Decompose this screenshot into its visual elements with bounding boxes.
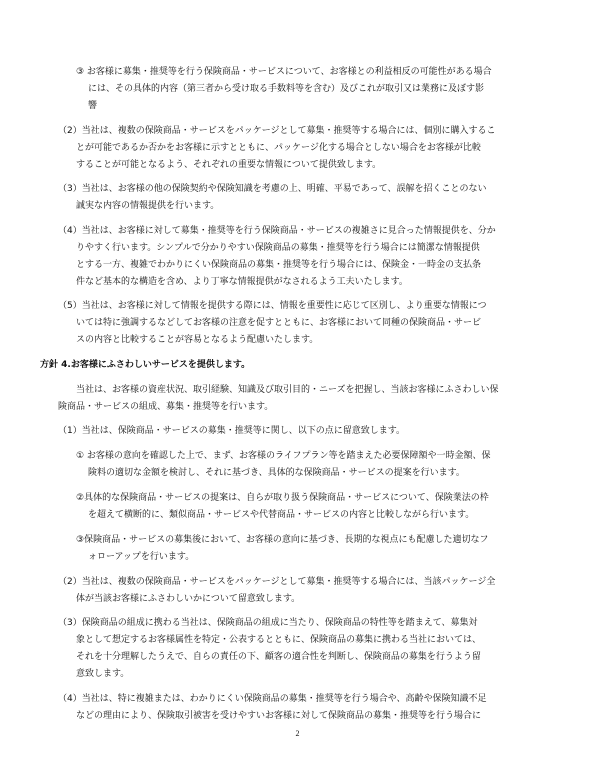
text-line: ③ お客様に募集・推奨等を行う保険商品・サービスについて、お客様との利益相反の可能性がある場合 xyxy=(76,67,492,77)
text-line: 意致します。 xyxy=(76,669,130,679)
page-number: 2 xyxy=(295,729,300,738)
text-line: 当社は、お客様の資産状況、取引経験、知識及び取引目的・ニーズを把握し、当該お客様にふさわしい保 xyxy=(76,385,499,395)
text-line: 象として想定するお客様属性を特定・公表するとともに、保険商品の募集に携わる当社においては、 xyxy=(76,635,482,645)
text-line: することが可能となるよう、それぞれの重要な情報について提供致します。 xyxy=(76,160,382,170)
text-line: 険料の適切な金額を検討し、それに基づき、具体的な保険商品・サービスの提案を行います。 xyxy=(88,468,465,478)
text-line: 険商品・サービスの組成、募集・推奨等を行います。 xyxy=(58,402,274,412)
text-line: （1）当社は、保険商品・サービスの募集・推奨等に関し、以下の点に留意致します。 xyxy=(58,426,406,436)
text-line: 件など基本的な構造を含め、より丁寧な情報提供がなされるよう工夫いたします。 xyxy=(76,277,408,287)
text-line: ②具体的な保険商品・サービスの提案は、自らが取り扱う保険商品・サービスについて、保険業法の枠 xyxy=(76,493,489,503)
text-line: 体が当該お客様にふさわしいかについて留意致します。 xyxy=(76,594,301,604)
text-line: （2）当社は、複数の保険商品・サービスをパッケージとして募集・推奨等する場合には、当該パッケージ全 xyxy=(58,577,496,587)
text-line: 誠実な内容の情報提供を行います。 xyxy=(76,201,220,211)
text-line: ① お客様の意向を確認した上で、まず、お客様のライフプラン等を踏まえた必要保障額や一時金額、保 xyxy=(76,451,491,461)
text-line: とが可能であるか否かをお客様に示すとともに、パッケージ化する場合としない場合をお客様が比較 xyxy=(76,143,481,153)
text-line: （3）当社は、お客様の他の保険契約や保険知識を考慮の上、明確、平易であって、誤解を招くことのない xyxy=(58,184,487,194)
text-line: とする一方、複雑でわかりにくい保険商品の募集・推奨等を行う場合には、保険金・一時金の支払条 xyxy=(76,260,482,270)
section-heading: 方針 4.お客様にふさわしいサービスを提供します。 xyxy=(40,360,251,370)
text-line: ③保険商品・サービスの募集後において、お客様の意向に基づき、長期的な視点にも配慮した適切なフ xyxy=(76,535,489,545)
text-line: それを十分理解したうえで、自らの責任の下、顧客の適合性を判断し、保険商品の募集を行うよう留 xyxy=(76,652,481,662)
text-line: （4）当社は、お客様に対して募集・推奨等を行う保険商品・サービスの複雑さに見合った情報提供を、分か xyxy=(58,226,496,236)
text-line: （4）当社は、特に複雑または、わかりにくい保険商品の募集・推奨等を行う場合や、高齢や保険知識不足 xyxy=(58,694,487,704)
text-line: スの内容と比較することが容易となるよう配慮いたします。 xyxy=(76,335,319,345)
text-line: いては特に強調するなどしてお客様の注意を促すとともに、お客様において同種の保険商品・サービ xyxy=(76,318,482,328)
text-line: （5）当社は、お客様に対して情報を提供する際には、情報を重要性に応じて区別し、より重要な情報につ xyxy=(58,301,487,311)
text-line: には、その具体的内容（第三者から受け取る手数料等を含む）及びこれが取引又は業務に及ぼす影 xyxy=(88,84,485,94)
text-line: を超えて横断的に、類似商品・サービスや代替商品・サービスの内容と比較しながら行います。 xyxy=(88,510,475,520)
text-line: りやすく行います。シンプルで分かりやすい保険商品の募集・推奨等を行う場合には簡潔な情報提供 xyxy=(76,243,480,253)
text-line: （3）保険商品の組成に携わる当社は、保険商品の組成に当たり、保険商品の特性等を踏まえて、募集対 xyxy=(58,618,478,628)
text-line: ォローアップを行います。 xyxy=(88,552,195,562)
text-line: などの理由により、保険取引被害を受けやすいお客様に対して保険商品の募集・推奨等を行う場合に xyxy=(76,711,482,721)
text-line: （2）当社は、複数の保険商品・サービスをパッケージとして募集・推奨等する場合には、個別に購入するこ xyxy=(58,126,496,136)
text-line: 響 xyxy=(88,101,98,111)
